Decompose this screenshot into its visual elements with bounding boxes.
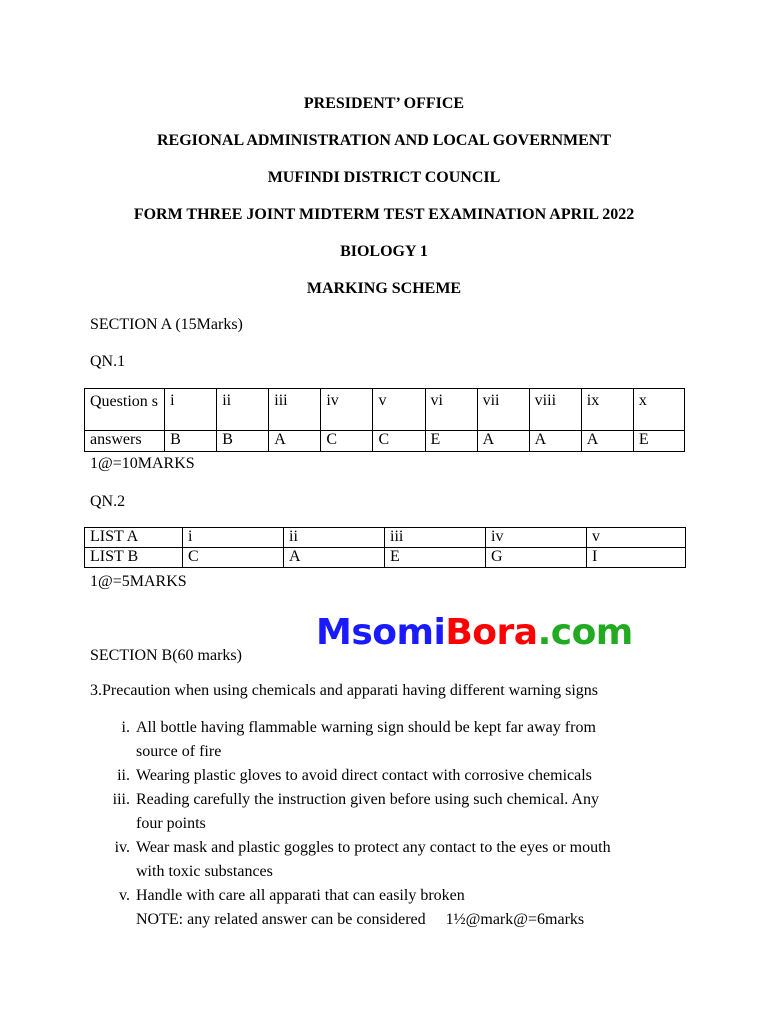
list-a-cell: v <box>587 528 686 548</box>
list-b-cell: A <box>284 548 385 568</box>
answer-cell: E <box>633 431 684 452</box>
list-b-cell: G <box>486 548 587 568</box>
answer-cell: A <box>269 431 321 452</box>
question-3-text: 3.Precaution when using chemicals and apparati having different warning signs <box>90 682 599 699</box>
answer-cell: C <box>321 431 373 452</box>
list-item-line: Handle with care all apparati that can easily broken <box>136 887 465 904</box>
answer-cell: A <box>581 431 633 452</box>
list-item-line: with toxic substances <box>136 863 273 880</box>
answer-cell: E <box>425 431 477 452</box>
question-cell: v <box>373 389 425 431</box>
answer-cell: B <box>165 431 217 452</box>
list-item-line: Reading carefully the instruction given before using such chemical. Any <box>136 791 599 808</box>
answers-header-cell: answers <box>85 431 165 452</box>
qn1-answers-row <box>85 431 685 452</box>
list-item <box>90 716 690 764</box>
answer-cell: B <box>217 431 269 452</box>
list-item-number: v. <box>119 887 130 904</box>
list-b-header-cell: LIST B <box>85 548 183 568</box>
question-cell: iii <box>269 389 321 431</box>
question-cell: viii <box>529 389 581 431</box>
list-a-header-cell: LIST A <box>85 528 183 548</box>
qn1-question-row <box>85 389 685 431</box>
question-cell: x <box>633 389 684 431</box>
qn2-list-a-row <box>85 528 686 548</box>
list-item-number: iii. <box>112 791 130 808</box>
question-cell: i <box>165 389 217 431</box>
list-b-cell: E <box>385 548 486 568</box>
logo-part-com: .com <box>537 612 633 653</box>
answer-cell: A <box>477 431 529 452</box>
list-a-cell: i <box>183 528 284 548</box>
qn2-list-b-row <box>85 548 686 568</box>
qn1-answer-table <box>84 388 685 452</box>
question-cell: ix <box>581 389 633 431</box>
qn1-label: QN.1 <box>90 353 126 370</box>
list-item-number: ii. <box>117 767 130 784</box>
question-cell: ii <box>217 389 269 431</box>
list-item-line: Wear mask and plastic goggles to protect any contact to the eyes or mouth <box>136 839 611 856</box>
header-line-4: FORM THREE JOINT MIDTERM TEST EXAMINATION APRIL 2022 <box>133 206 635 223</box>
qn2-match-table <box>84 527 686 568</box>
answer-cell: A <box>529 431 581 452</box>
list-item-number: iv. <box>114 839 130 856</box>
qn2-marks: 1@=5MARKS <box>90 573 187 590</box>
header-line-1: PRESIDENT’ OFFICE <box>303 95 465 112</box>
msomibora-watermark-logo <box>316 611 633 655</box>
list-a-cell: iii <box>385 528 486 548</box>
section-b-title: SECTION B(60 marks) <box>90 647 242 664</box>
list-b-cell: I <box>587 548 686 568</box>
list-item-number: i. <box>121 719 130 736</box>
list-item <box>90 788 690 836</box>
note-line: NOTE: any related answer can be considered 1½@mark@=6marks <box>136 911 585 928</box>
header-line-3: MUFINDI DISTRICT COUNCIL <box>267 169 501 186</box>
list-a-cell: iv <box>486 528 587 548</box>
list-item <box>90 884 690 932</box>
precaution-list <box>90 716 690 932</box>
header-line-6: MARKING SCHEME <box>306 280 462 297</box>
question-header-cell: Question s <box>85 389 165 431</box>
question-cell: iv <box>321 389 373 431</box>
list-item-line: four points <box>136 815 206 832</box>
logo-part-bora: Bora <box>445 612 538 653</box>
question-cell: vi <box>425 389 477 431</box>
header-line-5: BIOLOGY 1 <box>340 243 428 260</box>
qn2-label: QN.2 <box>90 493 126 510</box>
list-item <box>90 836 690 884</box>
section-a-title: SECTION A (15Marks) <box>90 316 243 333</box>
list-item-line: source of fire <box>136 743 222 760</box>
list-item-line: Wearing plastic gloves to avoid direct contact with corrosive chemicals <box>136 767 592 784</box>
answer-cell: C <box>373 431 425 452</box>
logo-part-msomi: Msomi <box>316 612 446 653</box>
list-item <box>90 764 690 788</box>
list-item-line: All bottle having flammable warning sign should be kept far away from <box>136 719 596 736</box>
question-cell: vii <box>477 389 529 431</box>
list-a-cell: ii <box>284 528 385 548</box>
qn1-marks: 1@=10MARKS <box>90 455 195 472</box>
header-line-2: REGIONAL ADMINISTRATION AND LOCAL GOVERNMENT <box>157 132 611 149</box>
list-b-cell: C <box>183 548 284 568</box>
